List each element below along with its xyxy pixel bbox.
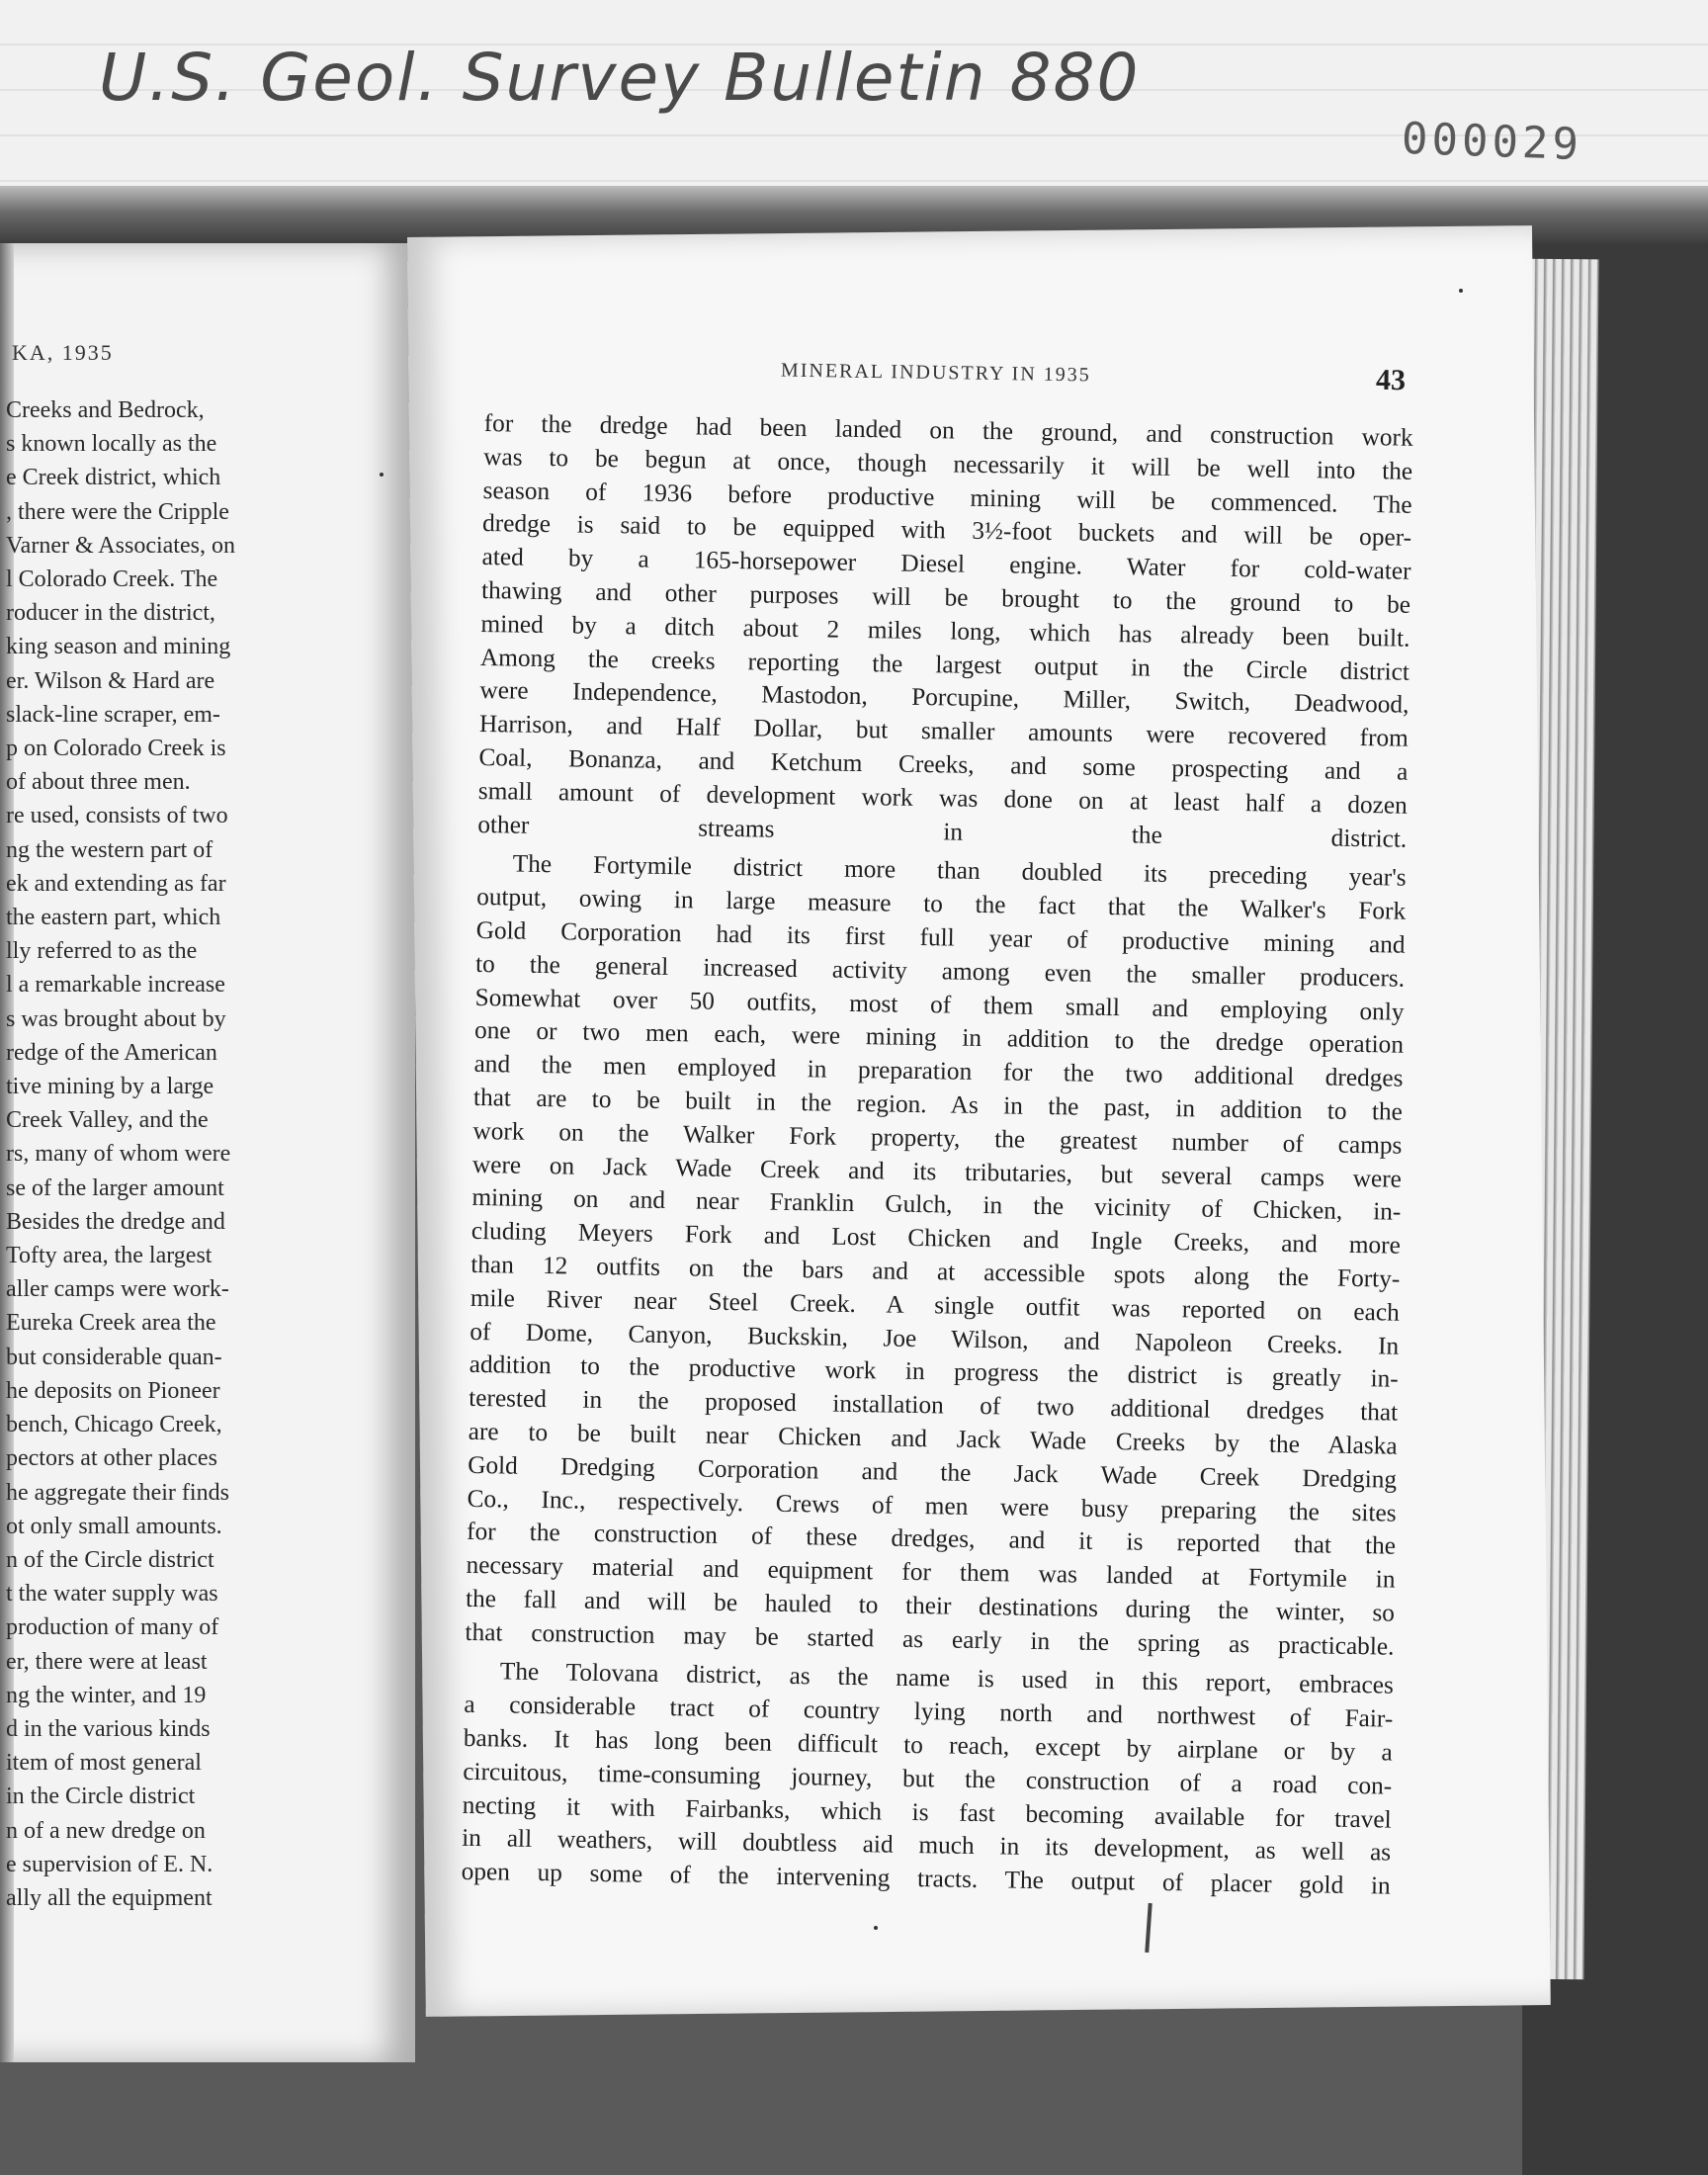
text-line: output, owing in large measure to the fact that the Walker's Fork — [476, 883, 1407, 925]
left-text-line: , there were the Cripple — [6, 498, 229, 525]
text-line: work on the Walker Fork property, the greatest number of camps — [472, 1116, 1403, 1160]
text-line: addition to the productive work in progress the district is greatly in- — [469, 1350, 1399, 1393]
left-text-line: Besides the dredge and — [6, 1208, 225, 1235]
left-text-line: aller camps were work- — [6, 1276, 229, 1303]
text-line: Gold Corporation had its first full year of productive mining and — [475, 915, 1406, 959]
left-text-line: Eureka Creek area the — [6, 1310, 216, 1337]
left-page-text — [6, 393, 314, 1915]
text-line: mile River near Steel Creek. A single outfit was reported on each — [470, 1283, 1400, 1327]
text-line: terested in the proposed installation of two additional dredges that — [469, 1383, 1399, 1427]
paragraph — [465, 847, 1407, 1664]
body-text — [461, 407, 1412, 1904]
left-text-line: rs, many of whom were — [6, 1141, 231, 1168]
text-line: mined by a ditch about 2 miles long, which has already been built. — [480, 609, 1410, 652]
left-text-line: ng the winter, and 19 — [6, 1682, 207, 1708]
text-line: were Independence, Mastodon, Porcupine, Miller, Switch, Deadwood, — [479, 676, 1409, 720]
left-text-line: e supervision of E. N. — [6, 1851, 214, 1877]
left-text-line: er, there were at least — [6, 1648, 208, 1675]
left-text-line: king season and mining — [6, 634, 231, 660]
text-line: thawing and other purposes will be brought to the ground to be — [480, 575, 1411, 619]
left-text-line: slack-line scraper, em- — [6, 701, 220, 728]
text-line: than 12 outfits on the bars and at accessible spots along the Forty- — [470, 1250, 1401, 1293]
left-text-line: ng the western part of — [6, 836, 214, 863]
running-head: MINERAL INDUSTRY IN 1935 — [780, 359, 1091, 387]
text-line: Co., Inc., respectively. Crews of men were busy preparing the sites — [467, 1484, 1397, 1527]
left-text-line: of about three men. — [6, 769, 191, 796]
scan-speck — [1459, 289, 1463, 293]
left-text-line: Varner & Associates, on — [6, 532, 235, 559]
text-line: circuitous, time-consuming journey, but the construction of a road con- — [463, 1757, 1393, 1800]
left-text-line: Creeks and Bedrock, — [6, 397, 205, 423]
text-line: in all weathers, will doubtless aid much in its development, as well as — [462, 1824, 1392, 1868]
left-text-line: re used, consists of two — [6, 803, 228, 829]
text-line: Somewhat over 50 outfits, most of them small and employing only — [474, 983, 1405, 1026]
text-line: Among the creeks reporting the largest output in the Circle district — [479, 643, 1410, 686]
left-text-line: ally all the equipment — [6, 1884, 213, 1911]
text-line: dredge is said to be equipped with 3½-foot buckets and will be oper- — [481, 509, 1412, 553]
left-text-line: redge of the American — [6, 1039, 217, 1066]
scan-speck — [874, 1926, 878, 1930]
page-number: 43 — [1375, 363, 1407, 397]
text-line: small amount of development work was done on at least half a dozen — [477, 776, 1409, 820]
left-text-line: bench, Chicago Creek, — [6, 1412, 222, 1438]
left-text-line: he deposits on Pioneer — [6, 1377, 220, 1404]
left-text-line: lly referred to as the — [6, 938, 198, 965]
text-line: The Tolovana district, as the name is used in this report, embraces — [499, 1657, 1395, 1700]
text-line: open up some of the intervening tracts. The output of placer gold in — [461, 1858, 1391, 1900]
text-line: for the construction of these dredges, and it is reported that the — [466, 1518, 1397, 1560]
left-text-line: the eastern part, which — [6, 905, 221, 931]
text-line: ated by a 165-horsepower Diesel engine. Water for cold-water — [481, 543, 1411, 585]
left-text-line: s was brought about by — [6, 1005, 226, 1032]
left-text-line: item of most general — [6, 1750, 202, 1777]
paragraph — [477, 407, 1413, 856]
left-text-line: n of the Circle district — [6, 1546, 214, 1573]
text-line: necessary material and equipment for them was landed at Fortymile in — [466, 1550, 1396, 1594]
text-line: Coal, Bonanza, and Ketchum Creeks, and some prospecting and a — [478, 742, 1409, 786]
left-text-line: e Creek district, which — [6, 465, 221, 491]
left-text-line: in the Circle district — [6, 1784, 196, 1810]
text-line: and the men employed in preparation for the two additional dredges — [473, 1050, 1404, 1092]
text-line: to the general increased activity among even the smaller producers. — [474, 949, 1406, 993]
left-text-line: Tofty area, the largest — [6, 1243, 213, 1269]
text-line: are to be built near Chicken and Jack Wade Creeks by the Alaska — [468, 1417, 1398, 1460]
text-line: were on Jack Wade Creek and its tributaries, but several camps were — [471, 1150, 1403, 1193]
text-line: season of 1936 before productive mining will be commenced. The — [482, 476, 1412, 519]
left-text-line: pectors at other places — [6, 1445, 217, 1472]
left-text-line: n of a new dredge on — [6, 1817, 206, 1844]
left-text-line: but considerable quan- — [6, 1344, 222, 1370]
text-line: one or two men each, were mining in addition to the dredge operation — [473, 1016, 1405, 1060]
left-text-line: Creek Valley, and the — [6, 1107, 209, 1134]
handwritten-note: U.S. Geol. Survey Bulletin 880 — [99, 40, 1141, 116]
left-text-line: t the water supply was — [6, 1581, 218, 1608]
text-line: the fall and will be hauled to their destinations during the winter, so — [465, 1584, 1396, 1627]
text-line: that are to be built in the region. As in the past, in addition to the — [472, 1083, 1404, 1126]
left-text-line: ek and extending as far — [6, 870, 226, 897]
left-text-line: p on Colorado Creek is — [6, 736, 226, 762]
text-line: was to be begun at once, though necessarily it will be well into the — [482, 442, 1413, 485]
text-line: banks. It has long been difficult to reach, except by airplane or by a — [463, 1723, 1393, 1767]
left-text-line: l Colorado Creek. The — [6, 566, 218, 593]
text-line: Harrison, and Half Dollar, but smaller amounts were recovered from — [478, 710, 1409, 752]
left-text-line: er. Wilson & Hard are — [6, 667, 215, 694]
left-text-line: production of many of — [6, 1614, 219, 1641]
text-line: of Dome, Canyon, Buckskin, Joe Wilson, and Napoleon Creeks. In — [470, 1317, 1400, 1360]
text-line: Gold Dredging Corporation and the Jack Wade Creek Dredging — [467, 1450, 1398, 1494]
left-text-line: se of the larger amount — [6, 1174, 224, 1201]
left-running-head: KA, 1935 — [12, 340, 114, 365]
text-line: other streams in the district. — [477, 810, 1408, 853]
text-line: a considerable tract of country lying north and northwest of Fair- — [464, 1691, 1394, 1733]
text-line: The Fortymile district more than doubled its preceding year's — [512, 849, 1407, 893]
left-text-line: tive mining by a large — [6, 1074, 214, 1100]
left-text-line: roducer in the district, — [6, 600, 215, 627]
text-line: that construction may be started as early in the spring as practicable. — [465, 1617, 1395, 1661]
left-text-line: s known locally as the — [6, 431, 217, 458]
text-line: mining on and near Franklin Gulch, in the vicinity of Chicken, in- — [471, 1183, 1402, 1226]
left-text-line: d in the various kinds — [6, 1715, 211, 1742]
scan-speck — [380, 473, 384, 477]
paragraph — [461, 1655, 1394, 1903]
text-line: cluding Meyers Fork and Lost Chicken and Ingle Creeks, and more — [470, 1217, 1402, 1260]
stamp-number: 000029 — [1401, 113, 1583, 171]
text-line: for the dredge had been landed on the ground, and construction work — [483, 408, 1413, 452]
left-text-line: l a remarkable increase — [6, 972, 225, 999]
text-line: necting it with Fairbanks, which is fast becoming available for travel — [462, 1790, 1392, 1834]
left-text-line: ot only small amounts. — [6, 1513, 222, 1539]
left-text-line: he aggregate their finds — [6, 1479, 229, 1506]
